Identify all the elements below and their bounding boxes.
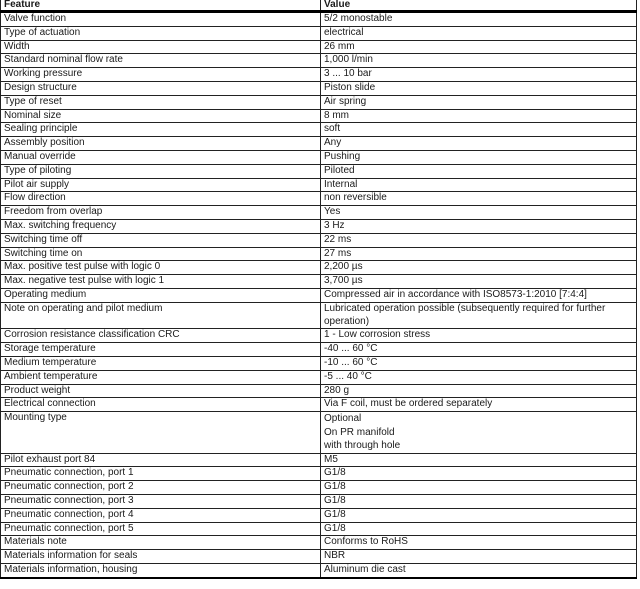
value-cell: 5/2 monostable	[321, 12, 637, 27]
value-cell: Aluminum die cast	[321, 563, 637, 577]
value-line: On PR manifold	[324, 426, 395, 438]
table-row	[1, 384, 637, 398]
value-cell: G1/8	[321, 481, 637, 495]
table-row	[1, 206, 637, 220]
table-row	[1, 508, 637, 522]
feature-cell: Manual override	[1, 150, 321, 164]
value-cell: -40 ... 60 °C	[321, 343, 637, 357]
feature-cell: Pilot air supply	[1, 178, 321, 192]
table-row	[1, 356, 637, 370]
value-cell: 3 ... 10 bar	[321, 68, 637, 82]
feature-cell: Width	[1, 40, 321, 54]
value-cell: Via F coil, must be ordered separately	[321, 398, 637, 412]
column-header-value: Value	[321, 0, 637, 12]
value-cell: 22 ms	[321, 233, 637, 247]
table-row	[1, 302, 637, 329]
value-cell: G1/8	[321, 508, 637, 522]
feature-cell: Electrical connection	[1, 398, 321, 412]
table-row	[1, 233, 637, 247]
table-row	[1, 275, 637, 289]
value-cell: M5	[321, 453, 637, 467]
value-cell: soft	[321, 123, 637, 137]
feature-cell: Pneumatic connection, port 1	[1, 467, 321, 481]
table-row	[1, 288, 637, 302]
value-cell: 3 Hz	[321, 219, 637, 233]
value-cell: Any	[321, 137, 637, 151]
feature-cell: Valve function	[1, 12, 321, 27]
table-row	[1, 109, 637, 123]
feature-cell: Max. negative test pulse with logic 1	[1, 275, 321, 289]
feature-cell: Design structure	[1, 81, 321, 95]
feature-cell: Pneumatic connection, port 2	[1, 481, 321, 495]
value-cell: Compressed air in accordance with ISO8573-1:2010 [7:4:4]	[321, 288, 637, 302]
column-header-feature: Feature	[1, 0, 321, 12]
table-row	[1, 563, 637, 577]
feature-cell: Max. switching frequency	[1, 219, 321, 233]
table-row	[1, 178, 637, 192]
feature-cell: Switching time on	[1, 247, 321, 261]
table-row	[1, 12, 637, 27]
feature-cell: Ambient temperature	[1, 370, 321, 384]
feature-cell: Materials note	[1, 536, 321, 550]
table-row	[1, 261, 637, 275]
table-row	[1, 495, 637, 509]
value-cell: 280 g	[321, 384, 637, 398]
feature-cell: Type of actuation	[1, 26, 321, 40]
value-cell: 26 mm	[321, 40, 637, 54]
table-body	[1, 12, 637, 578]
value-cell: 1,000 l/min	[321, 54, 637, 68]
value-line: with through hole	[324, 440, 401, 452]
value-cell: Pushing	[321, 150, 637, 164]
table-row	[1, 247, 637, 261]
value-cell: G1/8	[321, 495, 637, 509]
value-cell: Conforms to RoHS	[321, 536, 637, 550]
feature-cell: Corrosion resistance classification CRC	[1, 329, 321, 343]
feature-cell: Assembly position	[1, 137, 321, 151]
value-cell: -10 ... 60 °C	[321, 356, 637, 370]
table-row	[1, 95, 637, 109]
feature-cell: Flow direction	[1, 192, 321, 206]
feature-cell: Working pressure	[1, 68, 321, 82]
table-row	[1, 219, 637, 233]
feature-cell: Product weight	[1, 384, 321, 398]
value-cell: NBR	[321, 550, 637, 564]
value-cell: 27 ms	[321, 247, 637, 261]
feature-cell: Switching time off	[1, 233, 321, 247]
value-cell: -5 ... 40 °C	[321, 370, 637, 384]
table-row	[1, 343, 637, 357]
value-cell: non reversible	[321, 192, 637, 206]
value-cell: 8 mm	[321, 109, 637, 123]
feature-cell: Max. positive test pulse with logic 0	[1, 261, 321, 275]
feature-cell: Materials information for seals	[1, 550, 321, 564]
value-cell: Lubricated operation possible (subsequently required for further operation)	[321, 302, 637, 329]
feature-cell: Type of reset	[1, 95, 321, 109]
feature-cell: Sealing principle	[1, 123, 321, 137]
feature-cell: Note on operating and pilot medium	[1, 302, 321, 329]
table-row	[1, 68, 637, 82]
feature-cell: Freedom from overlap	[1, 206, 321, 220]
table-row	[1, 398, 637, 412]
feature-cell: Nominal size	[1, 109, 321, 123]
value-cell: G1/8	[321, 467, 637, 481]
table-row	[1, 137, 637, 151]
value-cell: 2,200 µs	[321, 261, 637, 275]
value-cell: 1 - Low corrosion stress	[321, 329, 637, 343]
value-line: Optional	[324, 413, 362, 425]
feature-cell: Medium temperature	[1, 356, 321, 370]
table-row	[1, 192, 637, 206]
table-row	[1, 26, 637, 40]
table-row	[1, 54, 637, 68]
value-cell: G1/8	[321, 522, 637, 536]
table-row	[1, 164, 637, 178]
table-row	[1, 370, 637, 384]
value-cell: Air spring	[321, 95, 637, 109]
value-cell: Piloted	[321, 164, 637, 178]
feature-cell: Storage temperature	[1, 343, 321, 357]
feature-cell: Materials information, housing	[1, 563, 321, 577]
value-cell: Yes	[321, 206, 637, 220]
table-header-row	[1, 0, 637, 12]
feature-cell: Operating medium	[1, 288, 321, 302]
feature-cell: Standard nominal flow rate	[1, 54, 321, 68]
feature-cell: Mounting type	[1, 412, 321, 454]
value-cell: 3,700 µs	[321, 275, 637, 289]
value-cell: electrical	[321, 26, 637, 40]
value-cell: Internal	[321, 178, 637, 192]
value-cell	[321, 412, 637, 454]
feature-cell: Pneumatic connection, port 3	[1, 495, 321, 509]
table-row	[1, 467, 637, 481]
table-row	[1, 550, 637, 564]
table-row	[1, 453, 637, 467]
table-row	[1, 40, 637, 54]
table-row	[1, 81, 637, 95]
feature-cell: Pneumatic connection, port 4	[1, 508, 321, 522]
feature-cell: Type of piloting	[1, 164, 321, 178]
table-row	[1, 536, 637, 550]
table-row	[1, 412, 637, 454]
value-cell: Piston slide	[321, 81, 637, 95]
table-row	[1, 329, 637, 343]
feature-cell: Pneumatic connection, port 5	[1, 522, 321, 536]
table-row	[1, 150, 637, 164]
feature-cell: Pilot exhaust port 84	[1, 453, 321, 467]
table-row	[1, 522, 637, 536]
table-row	[1, 481, 637, 495]
table-row	[1, 123, 637, 137]
